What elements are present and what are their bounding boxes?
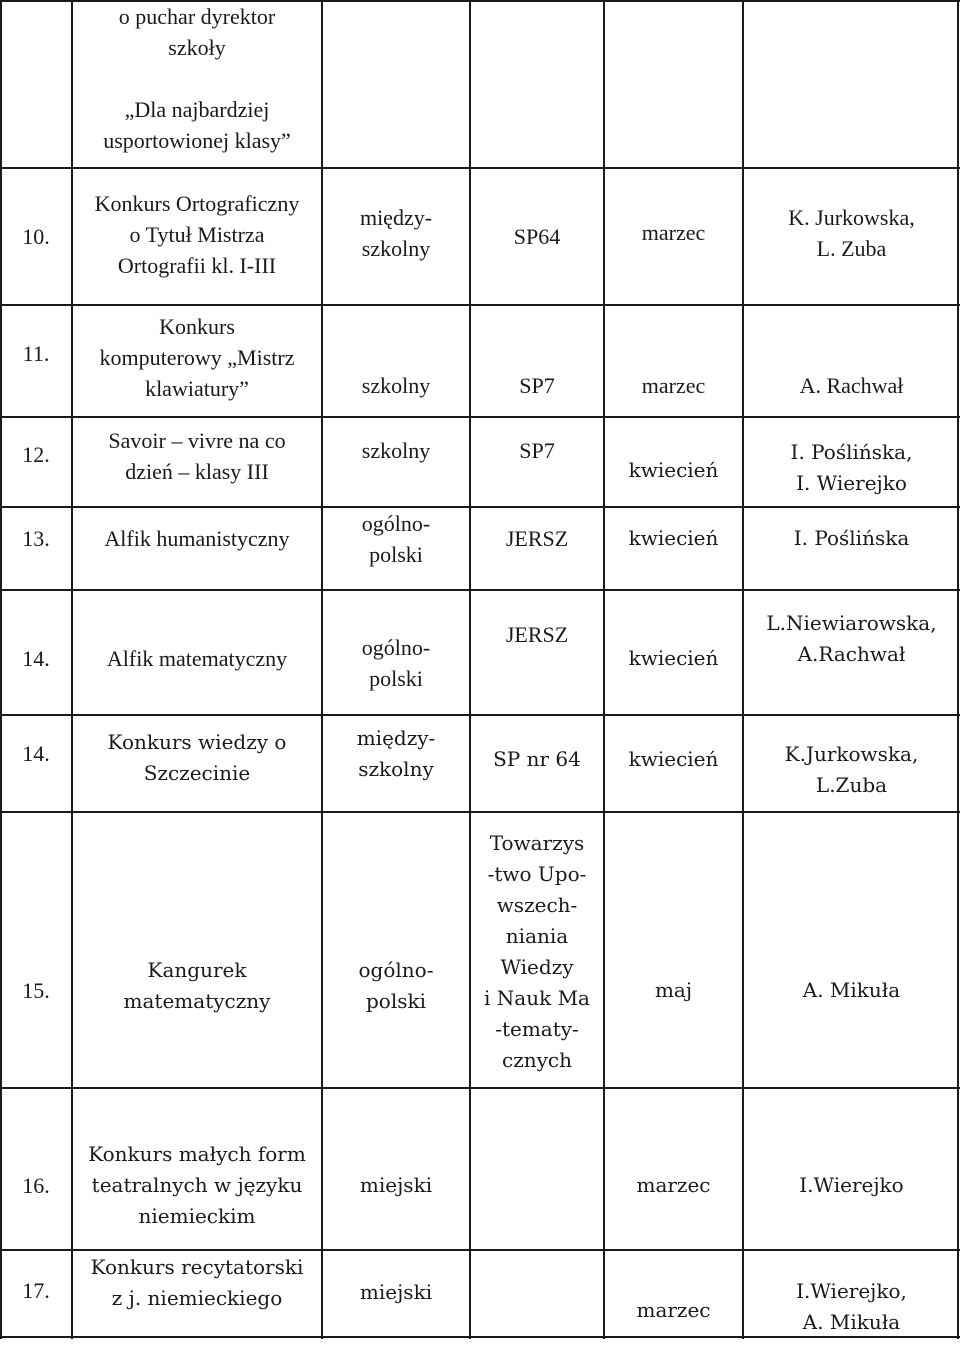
cell-organizer [472,713,602,806]
cell-no [2,1106,70,1264]
cell-responsible [745,499,958,578]
cell-line: kwiecień [628,526,719,550]
cell-line: niania [505,924,569,948]
cell-line: miejski [359,1280,433,1304]
cell-responsible [745,578,958,699]
cell-line: o puchar dyrektor [118,3,276,29]
cell-responsible [745,723,958,816]
cell-line: Szczecinie [143,760,251,785]
cell-line: dzień – klasy III [125,459,269,484]
cell-line: L. Zuba [816,235,887,261]
cell-line: I. Wierejko [796,471,907,495]
table-column-border [603,0,605,1339]
cell-line: ogólno- [361,634,431,660]
cell-line: Konkurs recytatorski [90,1254,304,1279]
cell-responsible [745,1106,958,1264]
cell-no [2,411,70,497]
cell-line: Alfik matematyczny [106,646,288,671]
cell-line: SP nr 64 [493,747,581,771]
cell-line: marzec [636,1298,711,1322]
cell-line: Savoir – vivre na co [108,428,286,453]
cell-line: Kangurek [147,958,247,982]
cell-range [324,1250,468,1335]
cell-line: szkolny [361,437,431,463]
table-column-border [321,0,323,1339]
cell-date [606,598,741,719]
cell-organizer [472,1090,602,1248]
cell-line: 14. [22,741,50,766]
cell-line: szkolny [358,756,434,781]
cell-line: Konkurs Ortograficzny [94,191,300,216]
cell-responsible [745,854,958,1126]
cell-line: polski [365,989,427,1013]
cell-range [324,407,468,493]
cell-date [606,2,741,166]
cell-organizer [472,574,602,695]
cell-line: -tematy- [495,1017,579,1041]
cell-line: A. Mikuła [802,977,901,1002]
cell-name [74,413,320,499]
cell-date [606,854,741,1126]
cell-line: Towarzys [489,831,585,855]
cell-line: matematyczny [123,989,271,1013]
cell-line: 12. [22,441,50,467]
cell-line: marzec [636,1172,711,1197]
cell-line: maj [654,977,693,1002]
cell-organizer [472,1252,602,1337]
cell-responsible [745,331,958,439]
cell-line: I. Poślińska, [790,440,913,464]
cell-line: Konkurs małych form [88,1141,306,1166]
cell-organizer [472,170,602,303]
cell-line: „Dla najbardziej [124,96,270,122]
cell-line: wszech- [496,893,578,917]
cell-date [606,713,741,806]
cell-line: A. Rachwał [799,372,904,398]
cell-organizer [472,2,602,166]
cell-line: cznych [502,1048,572,1072]
cell-name [74,598,320,719]
cell-line: miejski [359,1172,433,1197]
cell-line: kwiecień [628,457,719,482]
cell-line: 14. [22,646,50,671]
cell-name [74,0,320,160]
cell-no [2,598,70,719]
cell-line: A.Rachwał [797,641,906,666]
cell-name [74,711,320,804]
cell-line: 16. [22,1172,50,1198]
cell-no [2,170,70,303]
cell-line: ogólno- [358,958,434,982]
cell-range [324,602,468,723]
cell-line: marzec [641,220,706,245]
cell-organizer [472,816,602,1088]
cell-line: 11. [22,340,50,366]
cell-line: SP7 [519,437,555,463]
cell-line: kwiecień [628,747,719,771]
cell-line: I. Poślińska [793,526,910,550]
cell-line: Ortografii kl. I-III [117,253,277,278]
cell-date [606,166,741,299]
cell-line: marzec [641,372,706,398]
cell-line: K.Jurkowska, [784,741,919,766]
cell-line: JERSZ [505,526,569,551]
cell-line: klawiatury” [145,375,249,401]
cell-line: JERSZ [505,622,569,647]
cell-line: między- [356,725,436,750]
cell-line [194,63,200,94]
cell-no [2,299,70,407]
cell-line: Konkurs [159,313,235,339]
cell-line: polski [369,541,423,567]
cell-line: SP64 [513,224,561,249]
table-column-border [469,0,471,1339]
cell-line: i Nauk Ma [484,986,590,1010]
cell-date [606,499,741,578]
cell-line: K. Jurkowska, [788,204,915,230]
cell-responsible [745,166,958,299]
cell-line: L.Niewiarowska, [766,610,937,635]
cell-line: szkolny [361,372,431,398]
cell-range [324,1106,468,1264]
cell-line: 17. [22,1278,50,1303]
cell-date [606,1268,741,1353]
cell-line: Alfik humanistyczny [104,526,290,551]
cell-name [74,850,320,1122]
cell-line: Wiedzy [500,955,574,979]
cell-line: 13. [22,526,50,551]
cell-line: A. Mikuła [802,1309,901,1334]
cell-line: SP7 [519,372,555,398]
cell-line: niemieckim [138,1203,256,1228]
cell-no [2,499,70,578]
cell-line: usportowionej klasy” [103,127,291,153]
cell-range [324,2,468,166]
table-column-border [742,0,744,1339]
cell-line: z j. niemieckiego [111,1285,283,1310]
cell-no [2,854,70,1126]
cell-line: I.Wierejko [799,1172,904,1197]
cell-no [2,2,70,166]
cell-responsible [745,1264,958,1349]
cell-line: 10. [22,224,50,249]
cell-line: polski [369,665,423,691]
cell-line: ogólno- [361,510,431,536]
cell-line: I.Wierejko, [796,1278,907,1303]
cell-name [74,499,320,578]
cell-range [324,850,468,1122]
cell-line: kwiecień [628,646,719,670]
cell-no [2,707,70,800]
cell-line: komputerowy „Mistrz [99,344,295,370]
cell-line: teatralnych w języku [91,1172,303,1197]
cell-organizer [472,499,602,578]
cell-line: o Tytuł Mistrza [129,222,265,247]
cell-name [74,303,320,411]
cell-line: 15. [22,977,50,1003]
cell-range [324,707,468,800]
cell-range [324,499,468,578]
cell-line: szkolny [361,235,431,261]
cell-line: między- [359,204,433,230]
cell-organizer [472,407,602,493]
cell-date [606,1106,741,1264]
cell-date [606,331,741,439]
cell-name [74,168,320,301]
cell-responsible [745,2,958,166]
table-column-border [71,0,73,1339]
cell-line: -two Upo- [487,862,587,886]
cell-line: szkoły [168,34,226,60]
cell-line: L.Zuba [815,772,888,797]
cell-no [2,1248,70,1333]
cell-name [74,1240,320,1325]
cell-line: Konkurs wiedzy o [107,729,287,754]
cell-range [324,166,468,299]
